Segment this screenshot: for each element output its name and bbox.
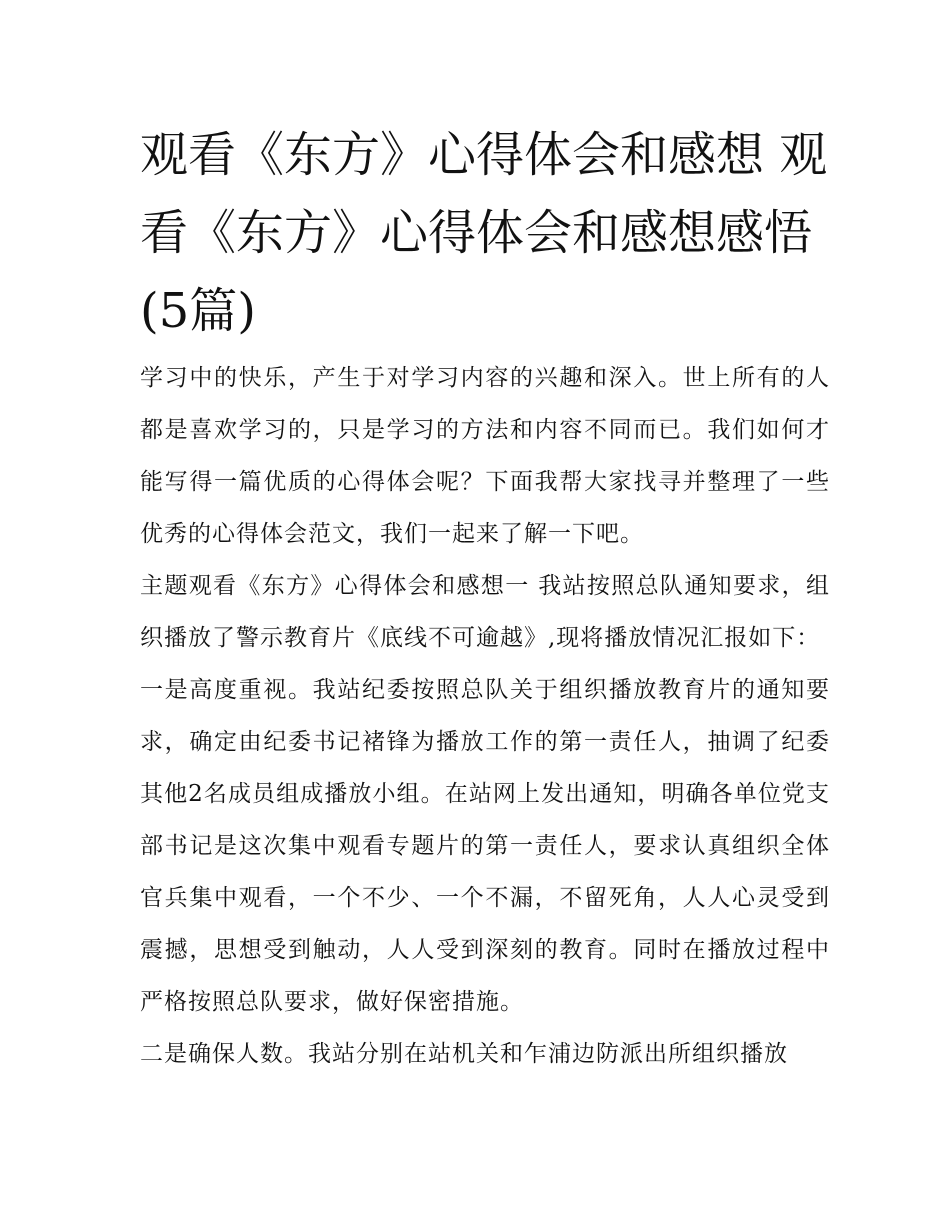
- document-body: [140, 352, 830, 1080]
- document-title: 观看《东方》心得体会和感想 观看《东方》心得体会和感想感悟(5篇): [140, 127, 828, 339]
- paragraph-point-two: 二是确保人数。我站分别在站机关和乍浦边防派出所组织播放: [140, 1041, 788, 1067]
- paragraph-point-one: 一是高度重视。我站纪委按照总队关于组织播放教育片的通知要求，确定由纪委书记褚锋为播放工作的第一责任人，抽调了纪委其他2名成员组成播放小组。在站网上发出通知，明确各单位党支部书记是这次集中观看专题片的第一责任人，要求认真组织全体官兵集中观看，一个不少、一个不漏，不留死角，人人心灵受到震撼，思想受到触动，人人受到深刻的教育。同时在播放过程中严格按照总队要求，做好保密措施。: [140, 677, 830, 1015]
- paragraph-intro: 学习中的快乐，产生于对学习内容的兴趣和深入。世上所有的人都是喜欢学习的，只是学习的方法和内容不同而已。我们如何才能写得一篇优质的心得体会呢？下面我帮大家找寻并整理了一些优秀的心得体会范文，我们一起来了解一下吧。: [140, 365, 830, 547]
- paragraph-topic-one: 主题观看《东方》心得体会和感想一 我站按照总队通知要求，组织播放了警示教育片《底线不可逾越》,现将播放情况汇报如下：: [140, 573, 830, 651]
